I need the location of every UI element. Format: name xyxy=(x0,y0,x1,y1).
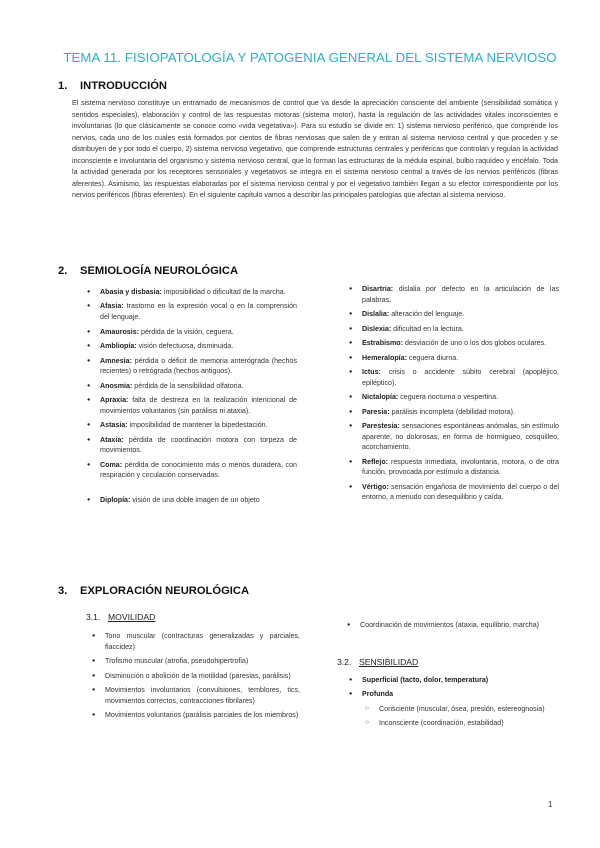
section-number: 2. xyxy=(58,265,68,277)
list-item: ● Ambliopía: visión defectuosa, disminuida. xyxy=(87,341,297,352)
list-item: ● Apraxia: falta de destreza en la realización intencional de movimientos voluntarios (sin parálisis ni ataxia). xyxy=(87,395,297,416)
section-number: 1. xyxy=(58,80,68,92)
page-number: 1 xyxy=(548,800,553,809)
subsection-number: 3.1. xyxy=(86,612,101,622)
section-heading-semiologia xyxy=(58,265,238,277)
movilidad-list xyxy=(92,631,300,721)
section-title: INTRODUCCIÓN xyxy=(80,80,168,92)
section-heading-introduccion xyxy=(58,80,167,92)
list-item: ● Nictalopía: ceguera nocturna o vespertina. xyxy=(349,392,559,403)
subsection-title: MOVILIDAD xyxy=(108,612,156,622)
semiologia-right-column xyxy=(349,284,559,507)
section-number: 3. xyxy=(58,585,68,597)
subsection-title: SENSIBILIDAD xyxy=(359,657,419,667)
list-item: ● Anosmia: pérdida de la sensibilidad olfatoria. xyxy=(87,381,297,392)
section-heading-exploracion xyxy=(58,585,249,597)
movilidad-right-list xyxy=(347,620,559,631)
list-item: ● Tono muscular (contracturas generalizadas y parciales, flaccidez) xyxy=(92,631,300,652)
intro-paragraph: El sistema nervioso constituye un entramado de mecanismos de control que va desde la apreciación consciente del ambiente (sensibilidad somática y sentidos especiales), elaboración y control de las respuestas motoras (sistema motor), hasta la regulación de las actividades vitales inconscientes e involuntarias (lo que clásicamente se conoce como «vida vegetativa»). Para su estudio se divide en: 1) sistema nervioso periférico, que comprende los nervios, cada uno de los cuales está formados por cientos de fibras nerviosas que salen de y entran al sistema nervioso central y que proceden y se distribuyen de y por todo el cuerpo, 2) sistema nervioso vegetativo, que comprende estructuras centrales y periféricas que controlan y regulan la actividad inconsciente e involuntaria del organismo y sistema nervioso central, que lo forman las estructuras de la médula espinal, bulbo raquídeo y encéfalo. Toda la actividad generada por los receptores sensoriales y vegetativos se integra en el sistema nervioso central a través de los nervios periféricos (fibras aferentes). Asimismo, las respuestas elaboradas por el sistema nervioso central y por el vegetativo también llegan a su efector correspondiente por los nervios periféricos (fibras eferentes). En el siguiente capítulo vamos a describir las principales patologías que afectan al sistema nervioso. xyxy=(72,99,558,200)
sensibilidad-list-column xyxy=(349,675,559,733)
list-item: ● Hemeralopía: ceguera diurna. xyxy=(349,353,559,364)
list-item: ● Ictus: crisis o accidente súbito cerebral (apopléjico, epiléptico). xyxy=(349,367,559,388)
document-title: TEMA 11. FISIOPATOLOGÍA Y PATOGENIA GENERAL DEL SISTEMA NERVIOSO xyxy=(63,50,557,65)
semiologia-left-list xyxy=(87,287,297,506)
list-item: ● Diplopía: visión de una doble imagen de un objeto xyxy=(87,495,297,506)
list-item: ● Abasia y disbasia: imposibilidad o dificultad de la marcha. xyxy=(87,287,297,298)
list-item: ● Estrabismo: desviación de uno o los dos globos oculares. xyxy=(349,338,559,349)
list-item: ● Afasia: trastorno en la expresión vocal o en la comprensión del lenguaje. xyxy=(87,301,297,322)
sensibilidad-list xyxy=(349,675,559,729)
list-item: ● Amnesia: pérdida o déficit de memoria anterógrada (hechos recientes) o retrógrada (hechos antiguos). xyxy=(87,356,297,377)
sub-list-item: ○ Inconsciente (coordinación, estabilidad) xyxy=(349,718,559,729)
list-item: ● Profunda xyxy=(349,689,559,700)
list-item: ● Astasia: imposibilidad de mantener la bipedestación. xyxy=(87,420,297,431)
section-title: SEMIOLOGÍA NEUROLÓGICA xyxy=(80,265,239,277)
list-item: ● Disminución o abolición de la motilidad (paresias, parálisis) xyxy=(92,671,300,682)
semiologia-right-list xyxy=(349,284,559,503)
subsection-heading-movilidad xyxy=(86,612,155,622)
list-item: ● Movimientos voluntarios (parálisis parciales de los miembros) xyxy=(92,710,300,721)
list-item: ● Ataxia: pérdida de coordinación motora con torpeza de movimientos. xyxy=(87,435,297,456)
list-item: ● Trofismo muscular (atrofia, pseudohipertrofia) xyxy=(92,656,300,667)
sub-list-item: ○ Consciente (muscular, ósea, presión, estereognosia) xyxy=(349,704,559,715)
list-item: ● Dislexia: dificultad en la lectura. xyxy=(349,324,559,335)
list-item: ● Vértigo: sensación engañosa de movimiento del cuerpo o del entorno, a menudo con desequilibrio y caída. xyxy=(349,482,559,503)
movilidad-list-column xyxy=(92,631,300,725)
movilidad-right-column xyxy=(347,620,559,634)
list-item: ● Dislalia: alteración del lenguaje. xyxy=(349,309,559,320)
subsection-heading-sensibilidad xyxy=(337,657,418,667)
semiologia-left-column xyxy=(87,287,297,509)
section-title: EXPLORACIÓN NEUROLÓGICA xyxy=(80,585,250,597)
subsection-number: 3.2. xyxy=(337,657,352,667)
list-item: ● Reflejo: respuesta inmediata, involuntaria, motora, o de otra función, provocada por estímulo a distancia. xyxy=(349,457,559,478)
list-item: ● Coordinación de movimientos (ataxia, equilibrio, marcha) xyxy=(347,620,559,631)
list-item: ● Parestesia: sensaciones espontáneas anómalas, sin estímulo aparente, no dolorosas, en forma de hormigueo, cosquilleo, acorchamiento. xyxy=(349,421,559,453)
list-item: ● Coma: pérdida de conocimiento más o menos duradera, con respiración y circulación conservadas. xyxy=(87,460,297,481)
list-item: ● Paresia: parálisis incompleta (debilidad motora). xyxy=(349,407,559,418)
list-item: ● Amaurosis: pérdida de la visión, ceguera. xyxy=(87,327,297,338)
list-item: ● Superficial (tacto, dolor, temperatura) xyxy=(349,675,559,686)
list-item: ● Movimientos involuntarios (convulsiones, temblores, tics, movimientos correctos, contracciones fibrilares) xyxy=(92,685,300,706)
list-item: ● Disartria: dislalia por defecto en la articulación de las palabras. xyxy=(349,284,559,305)
